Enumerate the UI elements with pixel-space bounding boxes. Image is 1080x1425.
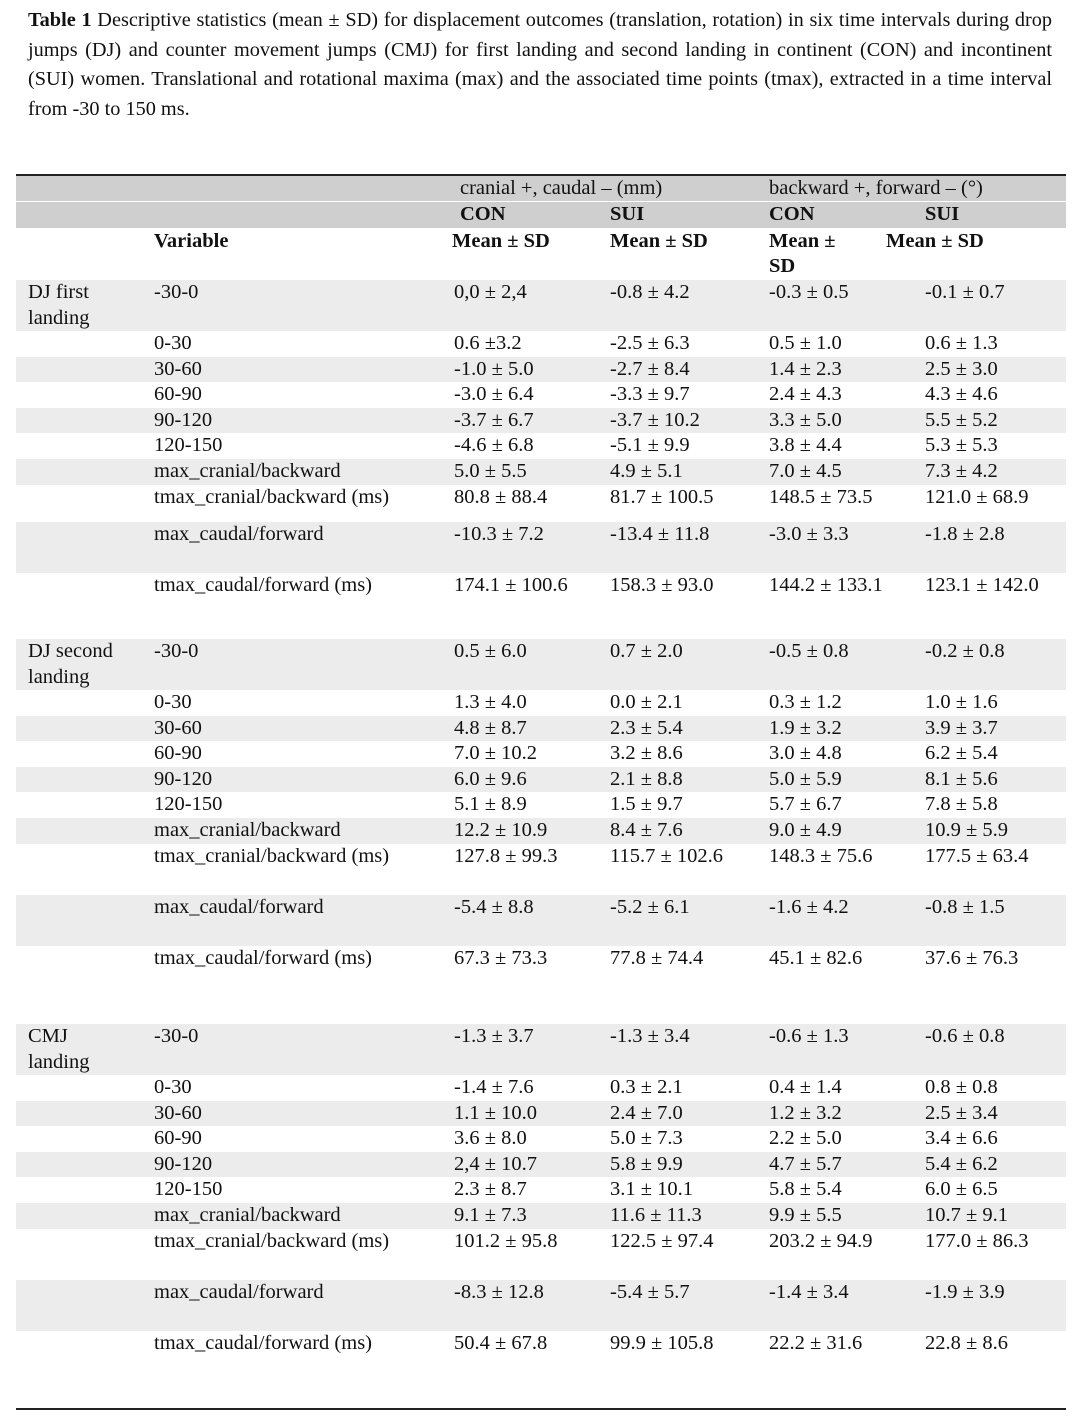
group-label: DJ second — [28, 640, 113, 662]
data-cell: 67.3 ± 73.3 — [454, 946, 548, 969]
group-label: landing — [28, 306, 90, 329]
data-cell: 144.2 ± 133.1 — [769, 573, 883, 596]
row-variable: 30-60 — [154, 716, 202, 739]
data-cell: -3.0 ± 3.3 — [769, 522, 849, 545]
row-variable: tmax_caudal/forward (ms) — [154, 946, 373, 969]
row-variable: tmax_caudal/forward (ms) — [154, 573, 373, 596]
data-cell: 80.8 ± 88.4 — [454, 485, 548, 508]
data-cell: 5.3 ± 5.3 — [925, 434, 998, 457]
data-cell: 8.1 ± 5.6 — [925, 767, 998, 790]
data-cell: -1.4 ± 3.4 — [769, 1280, 849, 1303]
data-cell: -1.8 ± 2.8 — [925, 522, 1005, 545]
data-cell: 2.5 ± 3.4 — [925, 1101, 998, 1124]
data-cell: -0.6 ± 0.8 — [925, 1025, 1005, 1047]
data-cell: 3.9 ± 3.7 — [925, 716, 998, 739]
data-cell: 0.3 ± 2.1 — [610, 1076, 683, 1098]
row-variable: -30-0 — [154, 640, 199, 662]
data-cell: 5.4 ± 6.2 — [925, 1152, 998, 1175]
data-cell: 2.4 ± 7.0 — [610, 1101, 683, 1124]
data-cell: 37.6 ± 76.3 — [925, 946, 1019, 969]
row-variable: 0-30 — [154, 691, 192, 713]
row-variable: 60-90 — [154, 383, 202, 406]
row-variable: 90-120 — [154, 408, 213, 431]
data-cell: 6.0 ± 9.6 — [454, 767, 527, 790]
data-cell: -2.7 ± 8.4 — [610, 357, 690, 380]
data-cell: 7.3 ± 4.2 — [925, 460, 998, 482]
data-cell: 3.8 ± 4.4 — [769, 434, 842, 457]
header-sui-rotation: SUI — [925, 203, 960, 225]
data-cell: 203.2 ± 94.9 — [769, 1229, 873, 1252]
row-variable: -30-0 — [154, 1025, 199, 1047]
data-cell: 177.5 ± 63.4 — [925, 844, 1029, 867]
data-cell: 0.8 ± 0.8 — [925, 1076, 998, 1098]
data-cell: -5.2 ± 6.1 — [610, 895, 690, 918]
data-cell: -2.5 ± 6.3 — [610, 332, 690, 354]
data-cell: 2,4 ± 10.7 — [454, 1152, 538, 1175]
data-cell: 7.0 ± 10.2 — [454, 742, 538, 765]
data-cell: -1.4 ± 7.6 — [454, 1076, 534, 1098]
row-variable: 90-120 — [154, 767, 213, 790]
bottom-rule — [16, 1408, 1066, 1410]
header-rotation-group: backward +, forward – (°) — [769, 177, 983, 199]
data-cell: 115.7 ± 102.6 — [610, 844, 723, 867]
data-cell: -0.5 ± 0.8 — [769, 640, 849, 662]
caption-text: Descriptive statistics (mean ± SD) for displacement outcomes (translation, rotation) in six time intervals during drop jumps (DJ) and counter movement jumps (CMJ) for first landing and second landing in continent (CON) and incontinent (SUI) women. Translational and rotational maxima (max) and the associated time points (tmax), extracted in a time interval from -30 to 150 ms. — [28, 9, 1052, 120]
data-cell: 4.9 ± 5.1 — [610, 460, 683, 482]
row-variable: tmax_cranial/backward (ms) — [154, 485, 390, 508]
row-variable: tmax_cranial/backward (ms) — [154, 1229, 390, 1252]
data-cell: 6.0 ± 6.5 — [925, 1178, 998, 1201]
data-cell: 9.9 ± 5.5 — [769, 1204, 842, 1226]
data-cell: 12.2 ± 10.9 — [454, 819, 548, 841]
data-cell: 177.0 ± 86.3 — [925, 1229, 1029, 1252]
data-cell: 81.7 ± 100.5 — [610, 485, 714, 508]
data-cell: 127.8 ± 99.3 — [454, 844, 558, 867]
row-variable: tmax_cranial/backward (ms) — [154, 844, 390, 867]
row-variable: max_cranial/backward — [154, 460, 341, 482]
header-translation-group: cranial +, caudal – (mm) — [460, 177, 663, 199]
data-cell: -13.4 ± 11.8 — [610, 522, 710, 545]
data-cell: 2.3 ± 5.4 — [610, 716, 683, 739]
data-cell: -1.9 ± 3.9 — [925, 1280, 1005, 1303]
data-cell: 2.2 ± 5.0 — [769, 1127, 842, 1150]
data-cell: -1.6 ± 4.2 — [769, 895, 849, 918]
row-variable: max_cranial/backward — [154, 1204, 341, 1226]
group-label: landing — [28, 1050, 90, 1073]
data-cell: 3.0 ± 4.8 — [769, 742, 842, 765]
data-cell: 5.8 ± 9.9 — [610, 1152, 683, 1175]
data-cell: 0.5 ± 1.0 — [769, 332, 842, 354]
data-cell: 7.0 ± 4.5 — [769, 460, 842, 482]
header-sui-translation: SUI — [610, 203, 645, 225]
header-mean-sd-2: Mean ± SD — [610, 230, 708, 252]
data-cell: -5.1 ± 9.9 — [610, 434, 690, 457]
data-cell: 122.5 ± 97.4 — [610, 1229, 714, 1252]
data-cell: 158.3 ± 93.0 — [610, 573, 714, 596]
header-con-rotation: CON — [769, 203, 815, 225]
data-cell: 5.8 ± 5.4 — [769, 1178, 842, 1201]
data-cell: 148.3 ± 75.6 — [769, 844, 873, 867]
row-variable: max_caudal/forward — [154, 522, 324, 545]
group-label: DJ first — [28, 281, 89, 303]
data-cell: 5.0 ± 5.9 — [769, 767, 842, 790]
data-cell: -1.3 ± 3.4 — [610, 1025, 690, 1047]
group-label: CMJ — [28, 1025, 68, 1047]
data-cell: 5.0 ± 7.3 — [610, 1127, 683, 1150]
data-cell: 1.1 ± 10.0 — [454, 1101, 538, 1124]
data-cell: 77.8 ± 74.4 — [610, 946, 704, 969]
data-cell: 121.0 ± 68.9 — [925, 485, 1029, 508]
data-cell: -0.6 ± 1.3 — [769, 1025, 849, 1047]
data-cell: -1.0 ± 5.0 — [454, 357, 534, 380]
data-cell: -3.3 ± 9.7 — [610, 383, 690, 406]
row-variable: -30-0 — [154, 281, 199, 303]
data-cell: 0.7 ± 2.0 — [610, 640, 683, 662]
data-cell: -0.1 ± 0.7 — [925, 281, 1005, 303]
data-cell: 3.3 ± 5.0 — [769, 408, 842, 431]
data-cell: 1.9 ± 3.2 — [769, 716, 842, 739]
data-cell: 50.4 ± 67.8 — [454, 1331, 548, 1354]
data-cell: 5.1 ± 8.9 — [454, 793, 527, 816]
data-cell: 1.2 ± 3.2 — [769, 1101, 842, 1124]
row-variable: 60-90 — [154, 742, 202, 765]
data-cell: 22.8 ± 8.6 — [925, 1331, 1009, 1354]
row-variable: 0-30 — [154, 332, 192, 354]
data-cell: 148.5 ± 73.5 — [769, 485, 873, 508]
header-mean-sd-1: Mean ± SD — [452, 230, 550, 252]
data-cell: -8.3 ± 12.8 — [454, 1280, 544, 1303]
row-variable: max_caudal/forward — [154, 895, 324, 918]
row-variable: max_caudal/forward — [154, 1280, 324, 1303]
data-cell: 7.8 ± 5.8 — [925, 793, 998, 816]
data-cell: 2.3 ± 8.7 — [454, 1178, 527, 1201]
data-cell: 1.5 ± 9.7 — [610, 793, 683, 816]
data-cell: 3.1 ± 10.1 — [610, 1178, 694, 1201]
data-cell: 101.2 ± 95.8 — [454, 1229, 558, 1252]
data-cell: 5.5 ± 5.2 — [925, 408, 998, 431]
data-cell: -4.6 ± 6.8 — [454, 434, 534, 457]
data-cell: 2.4 ± 4.3 — [769, 383, 842, 406]
data-cell: 0.3 ± 1.2 — [769, 691, 842, 713]
data-cell: 5.7 ± 6.7 — [769, 793, 842, 816]
row-variable: 120-150 — [154, 1178, 223, 1201]
data-cell: -0.8 ± 1.5 — [925, 895, 1005, 918]
row-variable: 30-60 — [154, 357, 202, 380]
data-cell: 0.6 ± 1.3 — [925, 332, 998, 354]
row-variable: max_cranial/backward — [154, 819, 341, 841]
statistics-table — [16, 174, 1066, 1414]
data-cell: 3.2 ± 8.6 — [610, 742, 683, 765]
data-cell: 5.0 ± 5.5 — [454, 460, 527, 482]
data-cell: 123.1 ± 142.0 — [925, 573, 1039, 596]
data-cell: 3.4 ± 6.6 — [925, 1127, 998, 1150]
row-variable: 30-60 — [154, 1101, 202, 1124]
data-cell: 10.9 ± 5.9 — [925, 819, 1009, 841]
data-cell: -5.4 ± 5.7 — [610, 1280, 690, 1303]
data-cell: 4.8 ± 8.7 — [454, 716, 527, 739]
header-mean-sd-4: Mean ± SD — [886, 230, 984, 252]
data-cell: 4.3 ± 4.6 — [925, 383, 998, 406]
data-cell: 0.4 ± 1.4 — [769, 1076, 842, 1098]
data-cell: 8.4 ± 7.6 — [610, 819, 683, 841]
data-cell: 4.7 ± 5.7 — [769, 1152, 842, 1175]
data-cell: 9.0 ± 4.9 — [769, 819, 842, 841]
data-cell: 45.1 ± 82.6 — [769, 946, 863, 969]
row-variable: tmax_caudal/forward (ms) — [154, 1331, 373, 1354]
row-variable: 120-150 — [154, 793, 223, 816]
header-mean-sd-3-cont: SD — [769, 255, 796, 277]
row-variable: 60-90 — [154, 1127, 202, 1150]
row-variable: 90-120 — [154, 1152, 213, 1175]
caption-label: Table 1 — [28, 9, 92, 31]
row-variable: 120-150 — [154, 434, 223, 457]
data-cell: -0.3 ± 0.5 — [769, 281, 849, 303]
row-variable: 0-30 — [154, 1076, 192, 1098]
data-cell: 10.7 ± 9.1 — [925, 1204, 1009, 1226]
data-cell: -3.7 ± 6.7 — [454, 408, 534, 431]
data-cell: 0.6 ±3.2 — [454, 332, 522, 354]
data-cell: 0.0 ± 2.1 — [610, 691, 683, 713]
data-cell: 2.5 ± 3.0 — [925, 357, 998, 380]
header-band-groups-sub — [16, 202, 1066, 228]
data-cell: -0.2 ± 0.8 — [925, 640, 1005, 662]
header-mean-sd-3: Mean ± — [769, 230, 836, 252]
data-cell: 1.4 ± 2.3 — [769, 357, 842, 380]
data-cell: -0.8 ± 4.2 — [610, 281, 690, 303]
data-cell: 0,0 ± 2,4 — [454, 281, 527, 303]
data-cell: -1.3 ± 3.7 — [454, 1025, 534, 1047]
data-cell: 0.5 ± 6.0 — [454, 640, 527, 662]
data-cell: -10.3 ± 7.2 — [454, 522, 544, 545]
data-cell: -3.7 ± 10.2 — [610, 408, 700, 431]
data-cell: 6.2 ± 5.4 — [925, 742, 998, 765]
data-cell: 9.1 ± 7.3 — [454, 1204, 527, 1226]
header-con-translation: CON — [460, 203, 506, 225]
data-cell: 11.6 ± 11.3 — [610, 1204, 702, 1226]
table-caption — [28, 6, 1052, 124]
data-cell: 2.1 ± 8.8 — [610, 767, 683, 790]
header-variable: Variable — [154, 230, 229, 252]
data-cell: -3.0 ± 6.4 — [454, 383, 534, 406]
data-cell: 22.2 ± 31.6 — [769, 1331, 863, 1354]
data-cell: 1.3 ± 4.0 — [454, 691, 527, 713]
data-cell: 3.6 ± 8.0 — [454, 1127, 527, 1150]
group-label: landing — [28, 665, 90, 688]
data-cell: 1.0 ± 1.6 — [925, 691, 998, 713]
data-cell: 174.1 ± 100.6 — [454, 573, 568, 596]
data-cell: 99.9 ± 105.8 — [610, 1331, 714, 1354]
data-cell: -5.4 ± 8.8 — [454, 895, 534, 918]
